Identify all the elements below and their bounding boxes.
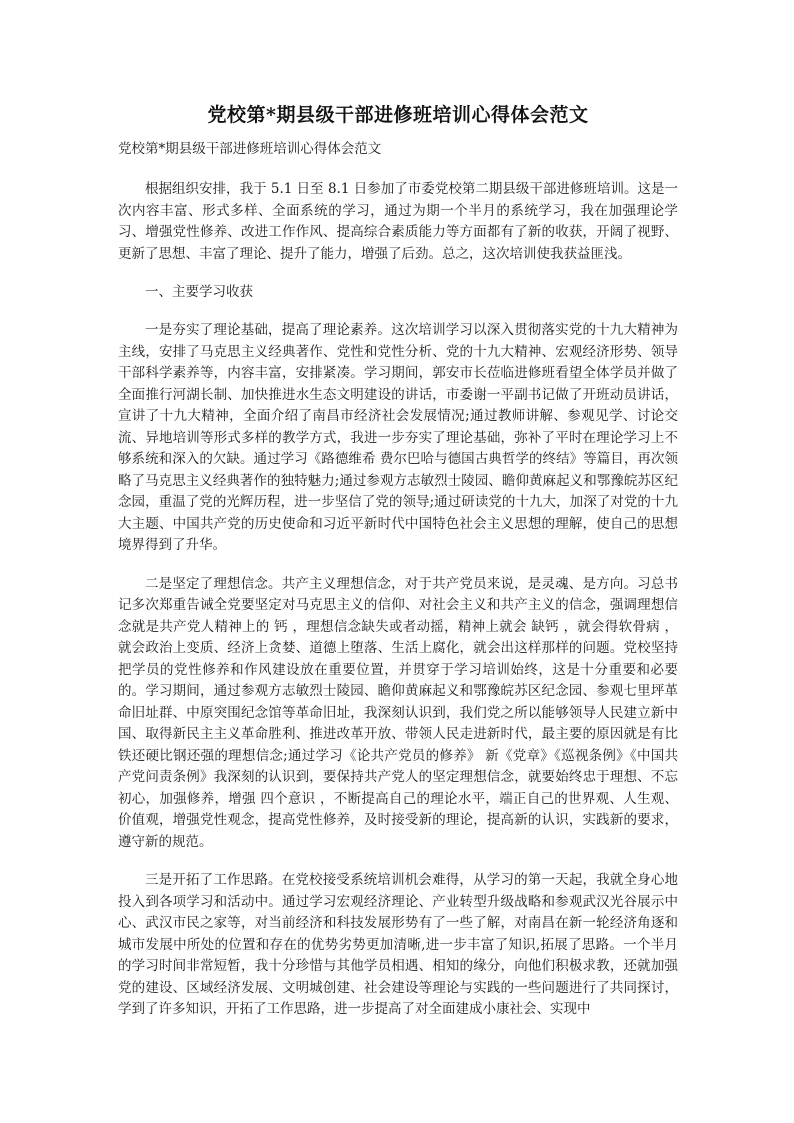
document-page	[118, 100, 678, 1038]
body-paragraph-2: 二是坚定了理想信念。共产主义理想信念，对于共产党员来说，是灵魂、是方向。习总书记多次郑重告诫全党要坚定对马克思主义的信仰、对社会主义和共产主义的信念，强调理想信念就是共产党人精神上的 钙 ，理想信念缺失或者动摇，精神上就会 缺钙 ，就会得软骨病 ，就会政治上变质、经济上贪婪、道德上堕落、生活上腐化，就会出这样那样的问题。党校坚持把学员的党性修养和作风建设放在重要位置，并贯穿于学习培训始终，这是十分重要和必要的。学习期间，通过参观方志敏烈士陵园、瞻仰黄麻起义和鄂豫皖苏区纪念园、参观七里坪革命旧址群、中原突围纪念馆等革命旧址，我深刻认识到，我们党之所以能够领导人民建立新中国、取得新民主主义革命胜利、推进改革开放、带领人民走进新时代，最主要的原因就是有比铁还硬比钢还强的理想信念;通过学习《论共产党员的修养》 新《党章》《巡视条例》《中国共产党问责条例》我深刻的认识到，要保持共产党人的坚定理想信念，就要始终忠于理想、不忘初心，加强修养，增强 四个意识 ，不断提高自己的理论水平，端正自己的世界观、人生观、价值观，增强党性观念，提高党性修养，及时接受新的理论，提高新的认识，实践新的要求，遵守新的规范。	[118, 575, 678, 850]
intro-paragraph: 根据组织安排，我于 5.1 日至 8.1 日参加了市委党校第二期县级干部进修班培训。这是一次内容丰富、形式多样、全面系统的学习，通过为期一个半月的系统学习，我在加强理论学习、增强党性修养、改进工作作风、提高综合素质能力等方面都有了新的收获，开阔了视野、更新了思想、丰富了理论、提升了能力，增强了后劲。总之，这次培训使我获益匪浅。	[118, 181, 678, 262]
body-paragraph-3: 三是开拓了工作思路。在党校接受系统培训机会难得，从学习的第一天起，我就全身心地投入到各项学习和活动中。通过学习宏观经济理论、产业转型升级战略和参观武汉光谷展示中心、武汉市民之家等，对当前经济和科技发展形势有了一些了解，对南昌在新一轮经济角逐和城市发展中所处的位置和存在的优势劣势更加清晰,进一步丰富了知识,拓展了思路。一个半月的学习时间非常短暂，我十分珍惜与其他学员相遇、相知的缘分，向他们积极求教，还就加强党的建设、区域经济发展、文明城创建、社会建设等理论与实践的一些问题进行了共同探讨，学到了许多知识，开拓了工作思路，进一步提高了对全面建成小康社会、实现中	[118, 872, 678, 1017]
section-heading: 一、主要学习收获	[145, 284, 253, 300]
document-subtitle: 党校第*期县级干部进修班培训心得体会范文	[118, 141, 382, 157]
body-paragraph-1: 一是夯实了理论基础，提高了理论素养。这次培训学习以深入贯彻落实党的十九大精神为主线，安排了马克思主义经典著作、党性和党性分析、党的十九大精神、宏观经济形势、领导干部科学素养等，内容丰富，安排紧凑。学习期间，郭安市长莅临进修班看望全体学员并做了全面推行河湖长制、加快推进水生态文明建设的讲话，市委谢一平副书记做了开班动员讲话，宣讲了十九大精神，全面介绍了南昌市经济社会发展情况;通过教师讲解、参观见学、讨论交流、异地培训等形式多样的教学方式，我进一步夯实了理论基础，弥补了平时在理论学习上不够系统和深入的欠缺。通过学习《路德维希 费尔巴哈与德国古典哲学的终结》等篇目，再次领略了马克思主义经典著作的独特魅力;通过参观方志敏烈士陵园、瞻仰黄麻起义和鄂豫皖苏区纪念园，重温了党的光辉历程，进一步坚信了党的领导;通过研读党的十九大，加深了对党的十九大主题、中国共产党的历史使命和习近平新时代中国特色社会主义思想的理解，使自己的思想境界得到了升华。	[118, 322, 678, 553]
document-title: 党校第*期县级干部进修班培训心得体会范文	[207, 104, 589, 126]
